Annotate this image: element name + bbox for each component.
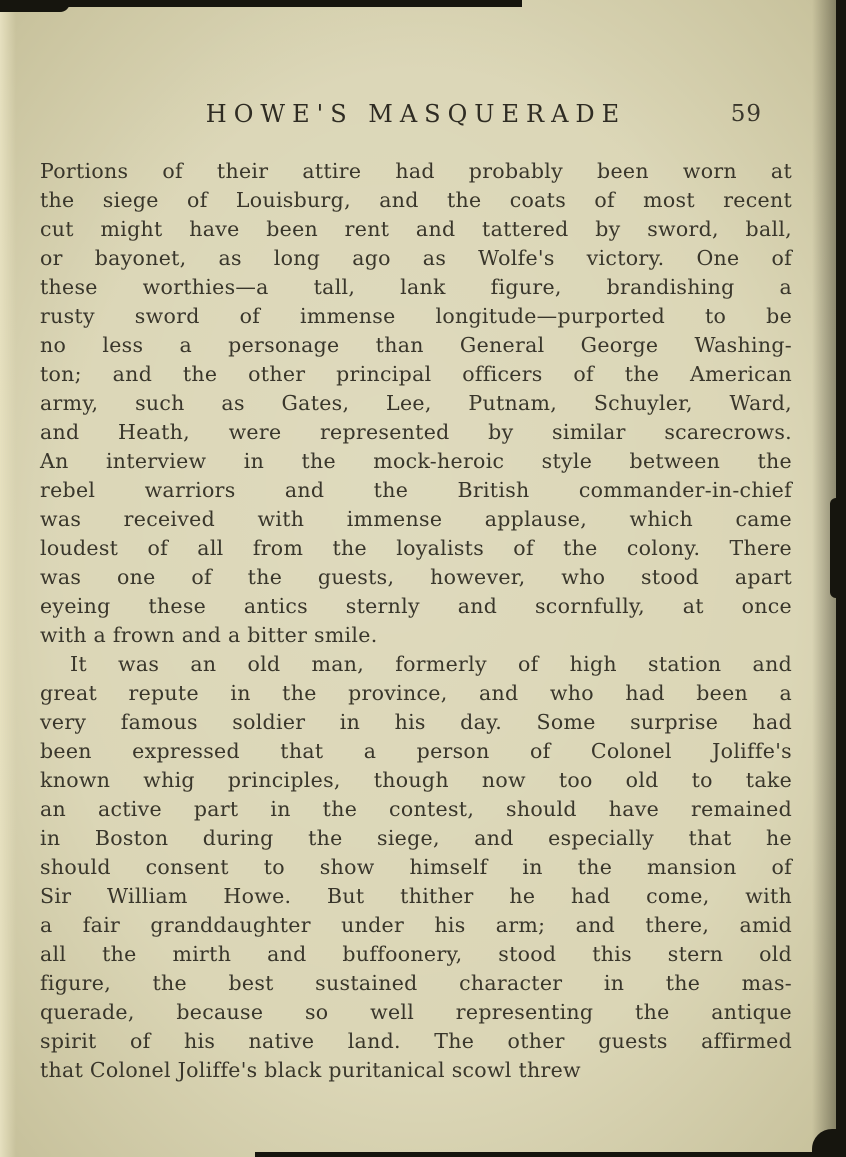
text-line: these worthies—a tall, lank figure, brandishing a [40, 275, 792, 299]
paragraph [40, 157, 792, 650]
text-line: been expressed that a person of Colonel Joliffe's [40, 739, 792, 763]
scan-edge-right-notch [830, 498, 846, 598]
text-line: a fair granddaughter under his arm; and there, amid [40, 913, 792, 937]
text-line: with a frown and a bitter smile. [40, 623, 378, 647]
text-line: An interview in the mock-heroic style between the [40, 449, 792, 473]
body-text [40, 157, 792, 1085]
text-line: or bayonet, as long ago as Wolfe's victory. One of [40, 246, 792, 270]
scan-edge-top-corner [0, 0, 70, 12]
text-line: cut might have been rent and tattered by sword, ball, [40, 217, 792, 241]
text-line: was one of the guests, however, who stood apart [40, 565, 792, 589]
text-line: figure, the best sustained character in the mas- [40, 971, 792, 995]
text-line: great repute in the province, and who had been a [40, 681, 792, 705]
text-line: the siege of Louisburg, and the coats of most recent [40, 188, 792, 212]
text-line: that Colonel Joliffe's black puritanical scowl threw [40, 1058, 581, 1082]
paragraph [40, 650, 792, 1085]
scan-edge-left [0, 0, 16, 1157]
running-head-title: HOWE'S MASQUERADE [205, 100, 627, 128]
text-line: known whig principles, though now too old to take [40, 768, 792, 792]
text-line: querade, because so well representing the antique [40, 1000, 792, 1024]
text-line: an active part in the contest, should have remained [40, 797, 792, 821]
text-line: and Heath, were represented by similar scarecrows. [40, 420, 792, 444]
scan-edge-top [0, 0, 522, 7]
text-line: very famous soldier in his day. Some surprise had [40, 710, 792, 734]
text-line: no less a personage than General George Washing- [40, 333, 792, 357]
page-header [40, 100, 792, 134]
text-line: ton; and the other principal officers of the American [40, 362, 792, 386]
scan-edge-bottom [255, 1152, 846, 1157]
text-line: Portions of their attire had probably been worn at [40, 159, 792, 183]
text-line: It was an old man, formerly of high station and [70, 652, 792, 676]
text-line: was received with immense applause, which came [40, 507, 792, 531]
text-line: should consent to show himself in the mansion of [40, 855, 792, 879]
text-line: eyeing these antics sternly and scornfully, at once [40, 594, 792, 618]
text-line: rusty sword of immense longitude—purported to be [40, 304, 792, 328]
text-line: spirit of his native land. The other guests affirmed [40, 1029, 792, 1053]
text-line: loudest of all from the loyalists of the colony. There [40, 536, 792, 560]
text-line: in Boston during the siege, and especially that he [40, 826, 792, 850]
page-number: 59 [730, 101, 762, 127]
text-line: rebel warriors and the British commander-in-chief [40, 478, 792, 502]
text-line: all the mirth and buffoonery, stood this stern old [40, 942, 792, 966]
text-line: Sir William Howe. But thither he had come, with [40, 884, 792, 908]
text-line: army, such as Gates, Lee, Putnam, Schuyler, Ward, [40, 391, 792, 415]
